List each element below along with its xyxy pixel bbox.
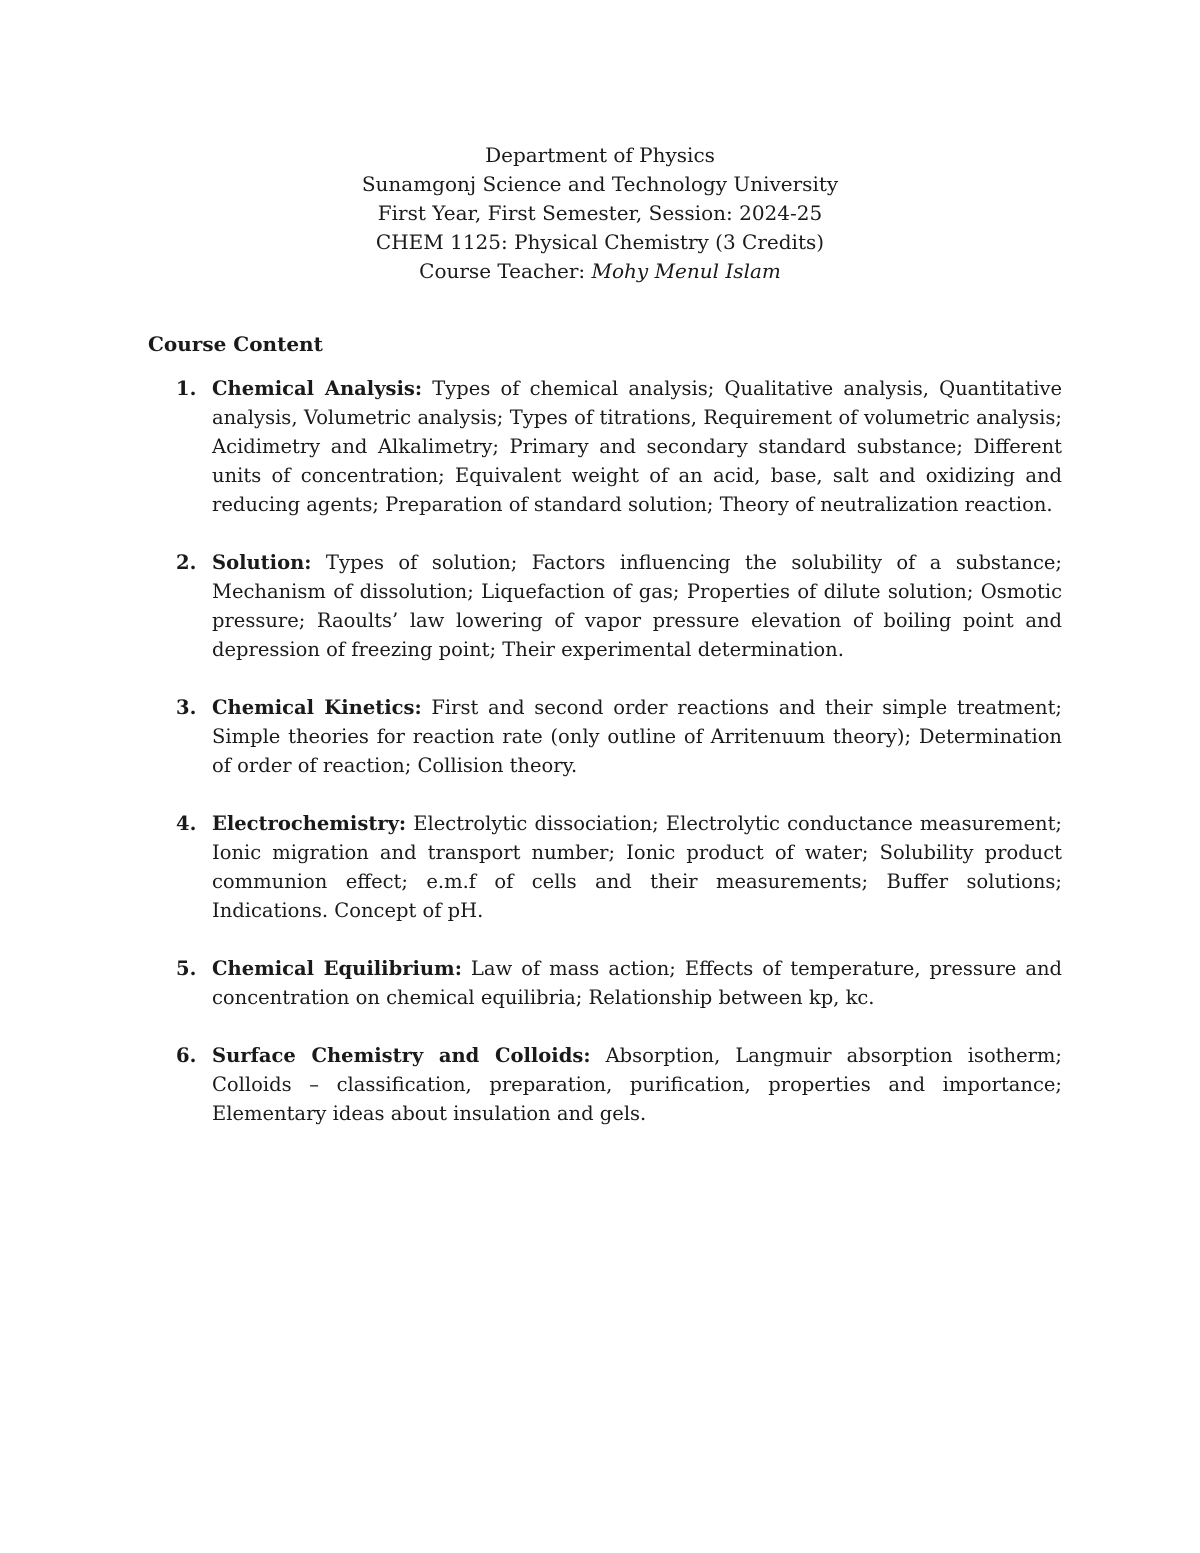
teacher-label: Course Teacher: — [419, 259, 592, 283]
session-line: First Year, First Semester, Session: 2024-25 — [377, 201, 823, 225]
item-number: 1. — [176, 377, 197, 400]
list-item — [148, 1041, 1062, 1128]
document-header — [0, 141, 1200, 286]
list-item — [148, 374, 1062, 519]
item-number: 6. — [176, 1044, 197, 1067]
item-description: Electrolytic dissociation; Electrolytic conductance measurement; Ionic migration and transport number; Ionic product of water; Solubility product communion effect; e.m.f of cells and their measurements; Buffer solutions; Indications. Concept of pH. — [212, 812, 1062, 922]
course-content-list — [148, 374, 1062, 1157]
department-line: Department of Physics — [485, 143, 715, 167]
item-topic: Electrochemistry: — [212, 812, 407, 835]
item-number: 4. — [176, 812, 197, 835]
university-line: Sunamgonj Science and Technology University — [361, 172, 839, 196]
item-topic: Surface Chemistry and Colloids: — [212, 1044, 591, 1067]
item-description: First and second order reactions and their simple treatment; Simple theories for reaction rate (only outline of Arritenuum theory); Determination of order of reaction; Collision theory. — [212, 696, 1062, 777]
list-item — [148, 809, 1062, 925]
teacher-line — [0, 257, 1200, 286]
item-topic: Chemical Analysis: — [212, 377, 423, 400]
course-line: CHEM 1125: Physical Chemistry (3 Credits) — [375, 230, 825, 254]
teacher-name: Mohy Menul Islam — [591, 259, 781, 283]
item-number: 5. — [176, 957, 197, 980]
item-number: 3. — [176, 696, 197, 719]
section-title: Course Content — [148, 332, 323, 356]
item-topic: Chemical Equilibrium: — [212, 957, 462, 980]
item-description: Absorption, Langmuir absorption isotherm; Colloids – classification, preparation, purification, properties and importance; Elementary ideas about insulation and gels. — [212, 1044, 1062, 1125]
list-item — [148, 693, 1062, 780]
item-topic: Solution: — [212, 551, 312, 574]
item-topic: Chemical Kinetics: — [212, 696, 422, 719]
item-number: 2. — [176, 551, 197, 574]
list-item — [148, 548, 1062, 664]
item-description: Law of mass action; Effects of temperature, pressure and concentration on chemical equilibria; Relationship between kp, kc. — [212, 957, 1063, 1009]
list-item — [148, 954, 1062, 1012]
item-description: Types of solution; Factors influencing the solubility of a substance; Mechanism of dissolution; Liquefaction of gas; Properties of dilute solution; Osmotic pressure; Raoults’ law lowering of vapor pressure elevation of boiling point and depression of freezing point; Their experimental determination. — [212, 551, 1062, 661]
item-description: Types of chemical analysis; Qualitative analysis, Quantitative analysis, Volumetric analysis; Types of titrations, Requirement of volumetric analysis; Acidimetry and Alkalimetry; Primary and secondary standard substance; Different units of concentration; Equivalent weight of an acid, base, salt and oxidizing and reducing agents; Preparation of standard solution; Theory of neutralization reaction. — [212, 377, 1062, 516]
